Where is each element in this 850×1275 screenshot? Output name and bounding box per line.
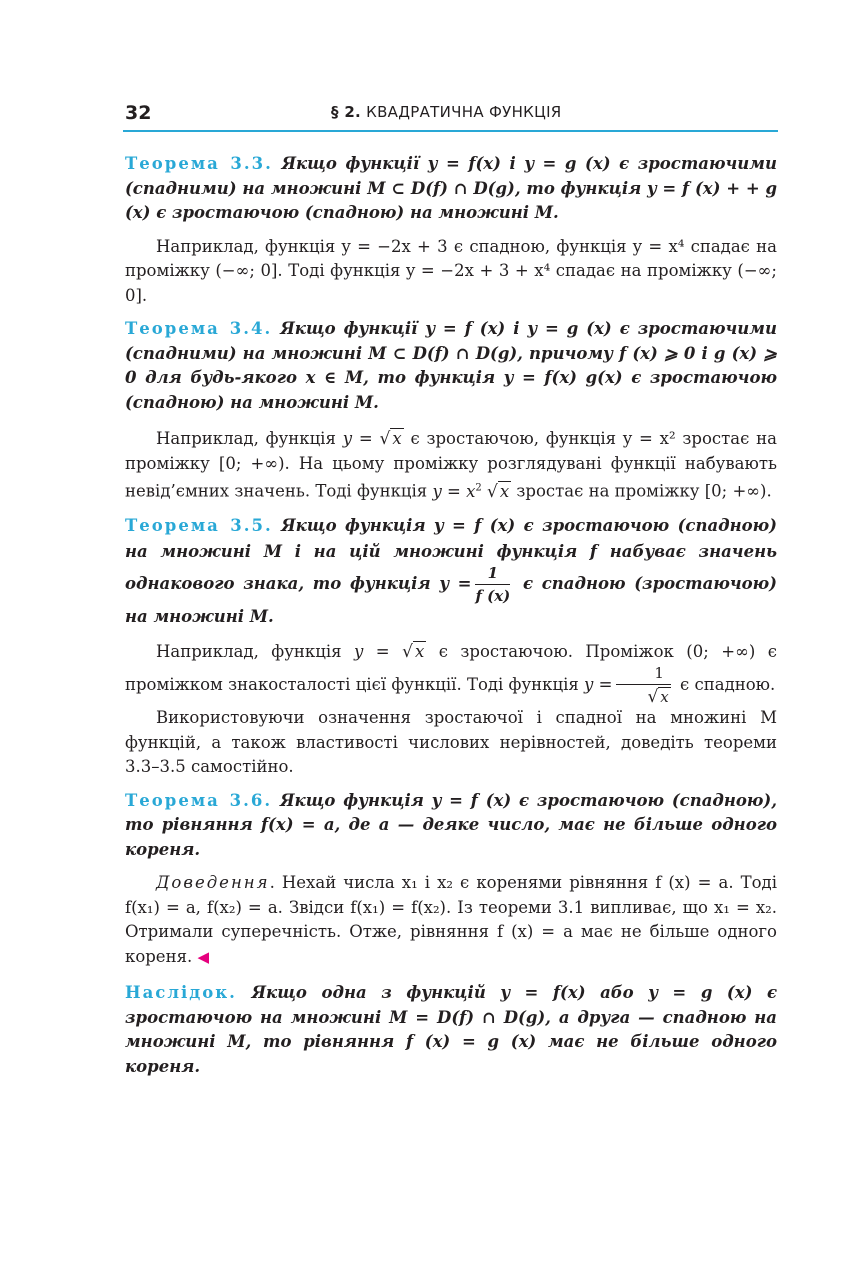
proof-label: Доведення <box>156 873 270 893</box>
formula: y = √ x <box>342 429 402 449</box>
page-content <box>125 152 777 1079</box>
proof-note: Використовуючи означення зростаючої і спадної на множині M функцій, а також властивості числових нерівностей, доведіть теореми 3.3–3.5 самостійно. <box>125 708 777 777</box>
theorem-3-4 <box>125 317 777 415</box>
theorem-3-3 <box>125 152 777 226</box>
corollary-text: Якщо одна з функцій y = f(x) або y = g (x) є зростаючою на множині M = D(f) ∩ D(g), а друга — спадною на множині M, то рівняння f (x) = g (x) має не більше одного кореня. <box>125 983 777 1076</box>
fraction: $\frac{1}{f (x)}$ <box>475 564 511 605</box>
theorem-text: Якщо функції y = f(x) і y = g (x) є зростаючими (спадними) на множині M ⊂ D(f) ∩ D(g), то функція y = f (x) + + g (x) є зростаючою (спадною) на множині M. <box>125 154 777 222</box>
section-title: КВАДРАТИЧНА ФУНКЦІЯ <box>366 103 562 121</box>
sqrt-symbol: √ x <box>379 429 402 449</box>
theorem-text: Якщо функції y = f (x) і y = g (x) є зростаючими (спадними) на множині M ⊂ D(f) ∩ D(g), причому f (x) ⩾ 0 і g (x) ⩾ 0 для будь-якого x ∈ M, то функція y = f(x) g(x) є зростаючою (спадною) на множині M. <box>125 319 777 412</box>
page-number: 32 <box>125 102 152 124</box>
theorem-label: Теорема 3.4. <box>125 319 273 338</box>
example-1: Наприклад, функція y = −2x + 3 є спадною, функція y = x⁴ спадає на проміжку (−∞; 0]. Тоді функція y = −2x + 3 + x⁴ спадає на проміжку (−∞; 0]. <box>125 236 777 305</box>
sqrt-symbol: √ x <box>647 686 669 707</box>
sqrt-symbol: √ x <box>487 481 510 502</box>
theorem-3-6 <box>125 789 777 863</box>
theorem-label: Теорема 3.5. <box>125 516 273 535</box>
proof: Доведення. Нехай числа x₁ і x₂ є коренями рівняння f (x) = a. Тоді f(x₁) = a, f(x₂) = a. Звідси f(x₁) = f(x₂). Із теореми 3.1 випливає, що x₁ = x₂. Отримали суперечність. Отже, рівняння f (x) = a має не більше одного кореня. ◀ <box>125 873 777 966</box>
theorem-text: Якщо функція y = f (x) є зростаючою (спадною), то рівняння f(x) = a, де a — деяке число, має не більше одного кореня. <box>125 790 777 859</box>
sqrt-symbol: √ x <box>402 642 425 662</box>
corollary-label: Наслідок. <box>125 983 237 1003</box>
theorem-label: Теорема 3.3. <box>125 154 273 173</box>
theorem-3-5: Теорема 3.5. Якщо функція y = f (x) є зростаючою (спадною) на множині M і на цій множині функція f набуває значень однакового знака, то функція y = $\frac{1}{f (x)}$ є спадною (зростаючою) на множині M. <box>125 516 777 626</box>
running-title <box>331 103 562 121</box>
page-header <box>123 100 778 132</box>
formula: y = √ x <box>354 642 425 662</box>
section-number: § 2. <box>331 103 362 121</box>
proof-end-icon: ◀ <box>197 947 210 966</box>
formula: $y = x^2$ √ x <box>432 481 510 502</box>
example-2: Наприклад, функція y = √ x є зростаючою, функція y = x² зростає на проміжку [0; +∞). На цьому проміжку розглядувані функції набувають невід’ємних значень. Тоді функція $y = x^2$ √ x зростає на проміжку [0; +∞). <box>125 429 777 502</box>
example-3: Наприклад, функція y = √ x є зростаючою. Проміжок (0; +∞) є проміжком знакосталості цієї функції. Тоді функція y = $\frac{1}{√ x}$ є спадною. <box>125 642 777 707</box>
fraction: $\frac{1}{√ x}$ <box>616 665 670 706</box>
corollary <box>125 981 777 1079</box>
theorem-label: Теорема 3.6. <box>125 790 273 810</box>
